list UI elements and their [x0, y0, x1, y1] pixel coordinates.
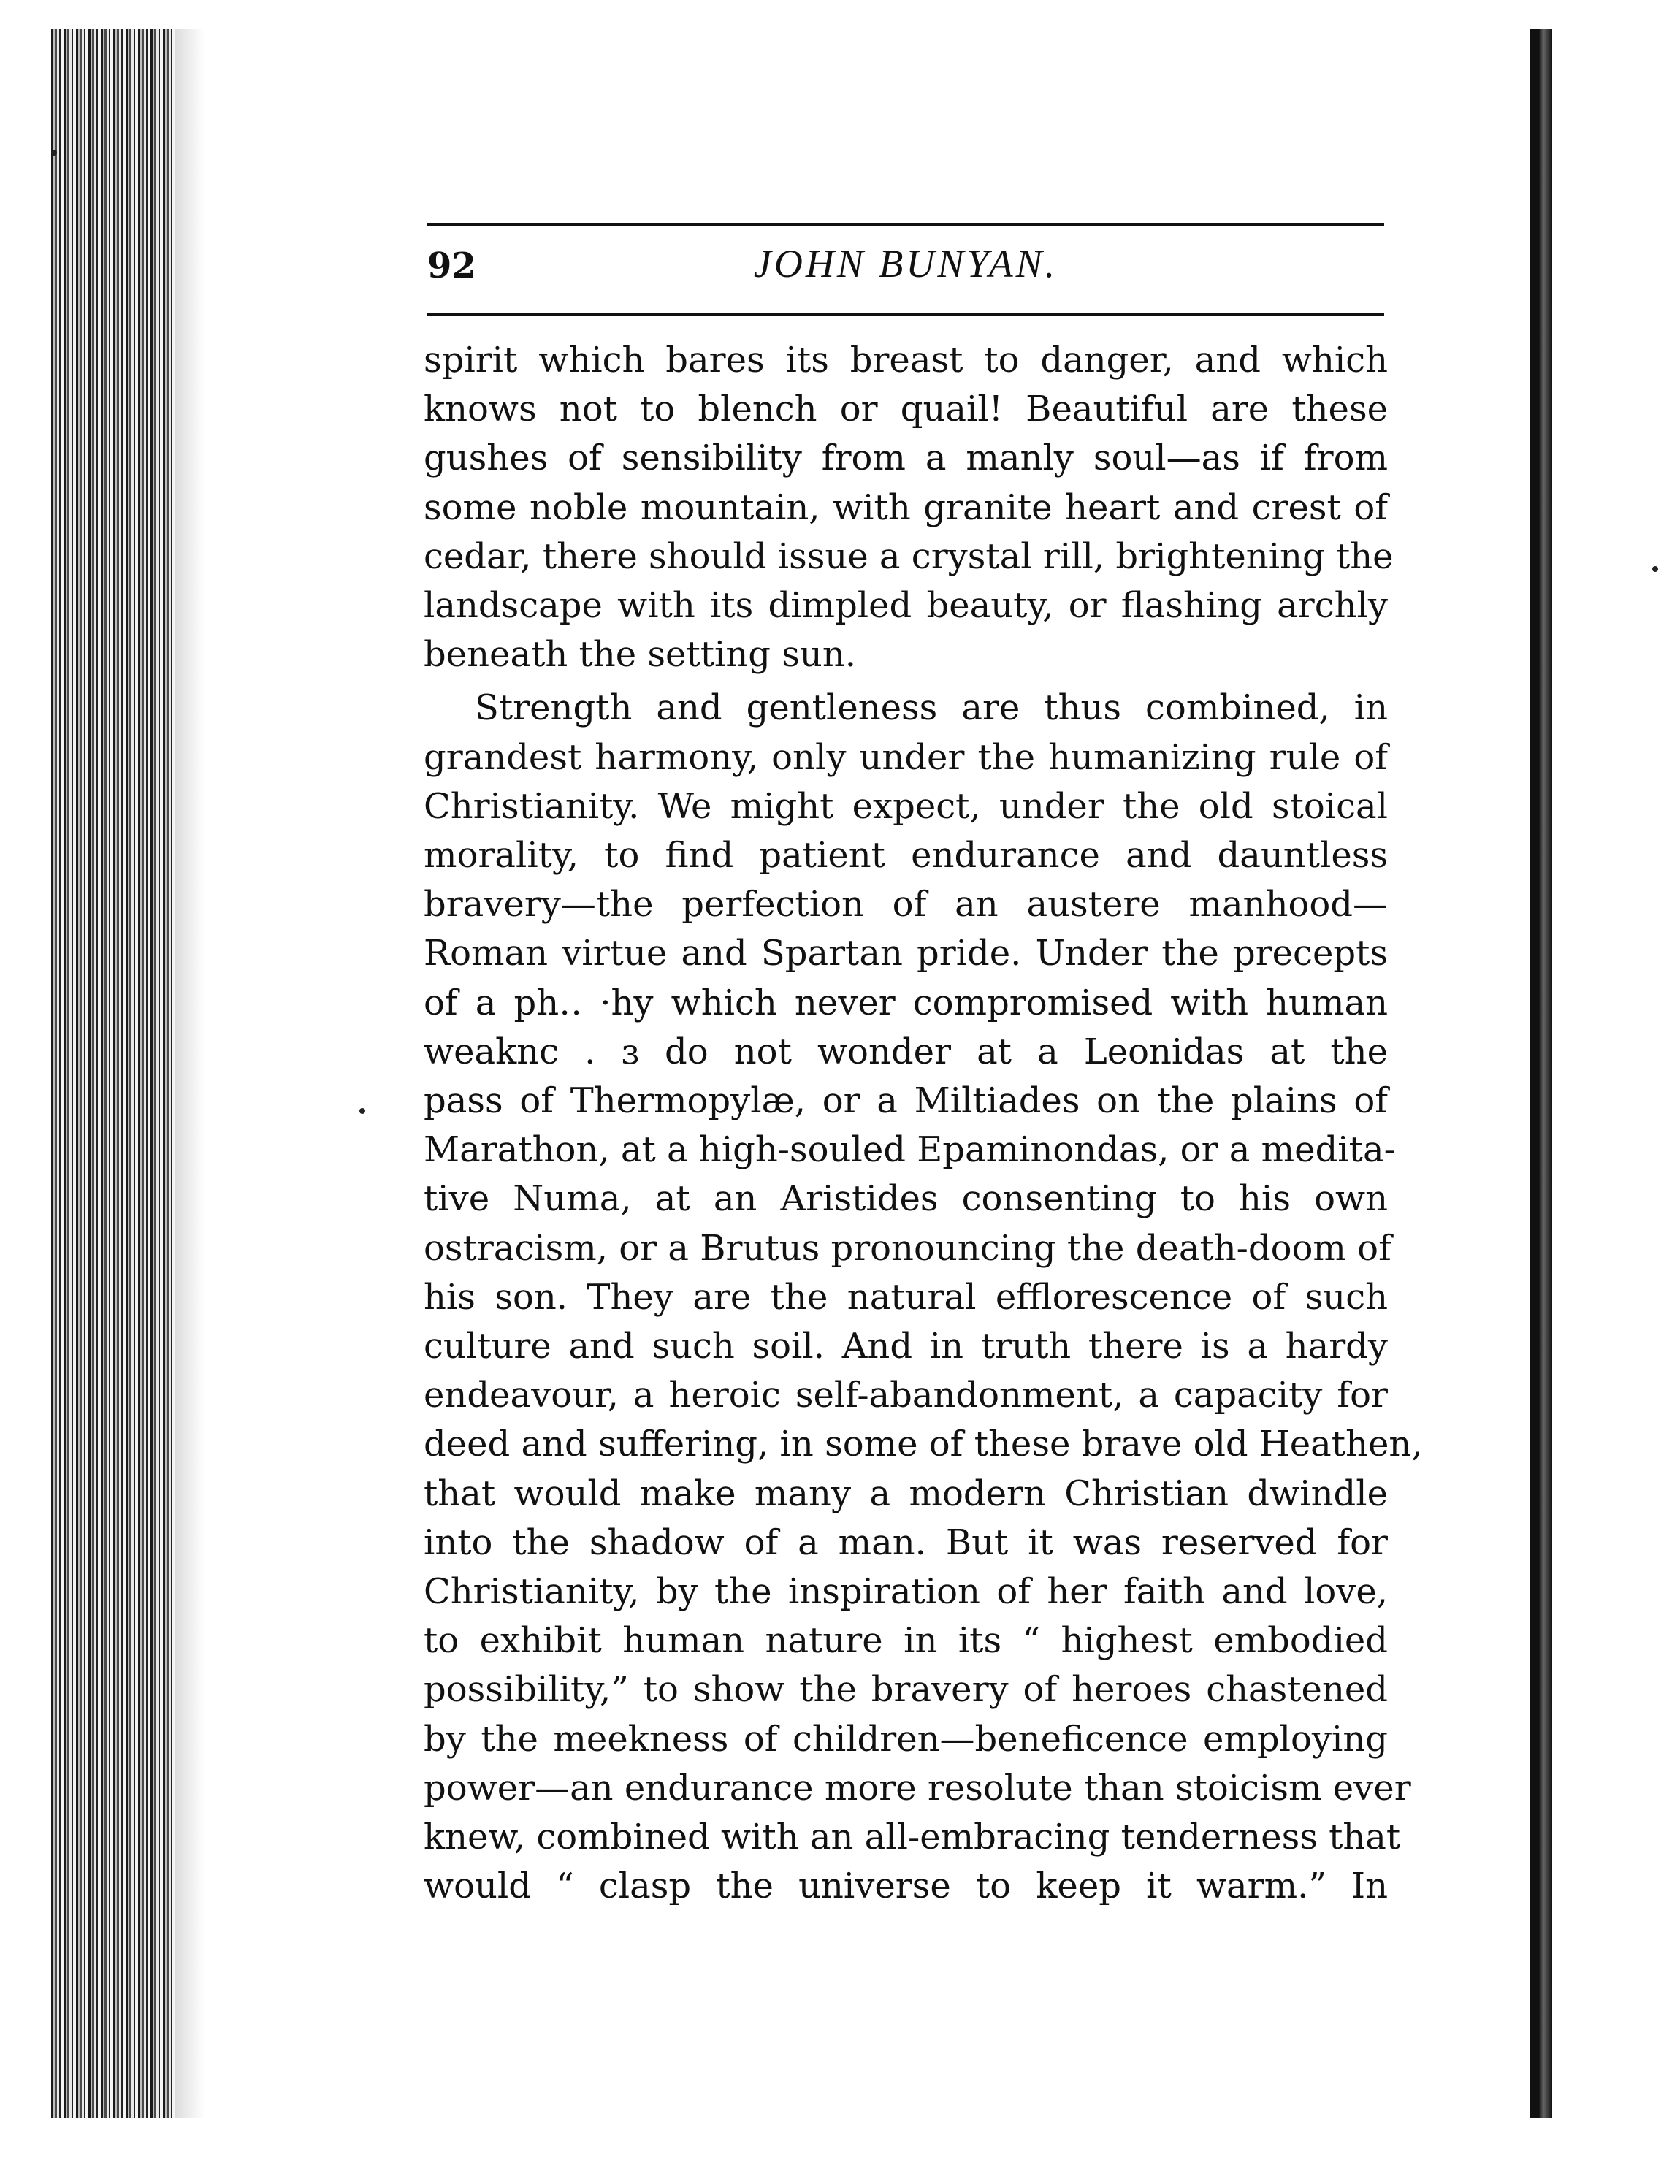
text-line: landscape with its dimpled beauty, or flashing archly: [424, 585, 1388, 627]
text-line: Christianity. We might expect, under the old stoical: [424, 785, 1388, 827]
text-line: gushes of sensibility from a manly soul—as if from: [424, 438, 1388, 479]
text-line: endeavour, a heroic self-abandonment, a capacity for: [424, 1375, 1388, 1416]
text-line: knew, combined with an all-embracing tenderness that: [424, 1817, 1401, 1858]
text-line: knows not to blench or quail! Beautiful are these: [424, 389, 1388, 430]
text-line: power—an endurance more resolute than stoicism ever: [424, 1767, 1411, 1809]
text-line: morality, to find patient endurance and dauntless: [424, 835, 1388, 877]
book-spine-edge: [1530, 29, 1552, 2118]
body-text: [424, 336, 1423, 1912]
text-line: possibility,” to show the bravery of heroes chastened: [424, 1669, 1388, 1711]
speck: [359, 1108, 365, 1114]
text-line: deed and suffering, in some of these brave old Heathen,: [424, 1424, 1423, 1465]
book-page-edges: [51, 29, 205, 2118]
text-line: Roman virtue and Spartan pride. Under the precepts: [424, 933, 1388, 974]
paragraph-start-line: Strength and gentleness are thus combined, in: [475, 687, 1388, 729]
text-line: Marathon, at a high-souled Epaminondas, or a medita-: [424, 1129, 1396, 1171]
text-line: Christianity, by the inspiration of her faith and love,: [424, 1571, 1388, 1613]
header-bottom-rule: [427, 313, 1384, 316]
text-line: beneath the setting sun.: [424, 634, 856, 676]
book-title: JOHN BUNYAN.: [753, 242, 1058, 286]
header-top-rule: [427, 223, 1384, 226]
text-line: would “ clasp the universe to keep it warm.” In: [424, 1866, 1388, 1907]
text-line: cedar, there should issue a crystal rill, brightening the: [424, 535, 1394, 577]
text-line: ostracism, or a Brutus pronouncing the death-doom of: [424, 1227, 1391, 1269]
text-line: weaknc . ɜ do not wonder at a Leonidas at the: [424, 1031, 1388, 1072]
text-line: pass of Thermopylæ, or a Miltiades on the plains of: [424, 1080, 1388, 1122]
text-line: spirit which bares its breast to danger, and which: [424, 340, 1388, 381]
text-line: to exhibit human nature in its “ highest embodied: [424, 1620, 1388, 1662]
text-line: grandest harmony, only under the humanizing rule of: [424, 736, 1388, 778]
text-line: his son. They are the natural efflorescence of such: [424, 1276, 1388, 1318]
speck: [1652, 566, 1658, 572]
text-line: into the shadow of a man. But it was reserved for: [424, 1521, 1388, 1563]
text-line: some noble mountain, with granite heart and crest of: [424, 486, 1388, 528]
text-line: that would make many a modern Christian dwindle: [424, 1473, 1388, 1514]
speck: [51, 150, 57, 156]
text-line: bravery—the perfection of an austere manhood—: [424, 884, 1388, 925]
text-line: of a ph‥ ·hy which never compromised with human: [424, 982, 1388, 1023]
page-number: 92: [427, 245, 476, 286]
running-head: [427, 241, 1384, 299]
text-line: culture and such soil. And in truth there is a hardy: [424, 1326, 1388, 1367]
text-line: by the meekness of children—beneficence employing: [424, 1718, 1388, 1760]
text-line: tive Numa, at an Aristides consenting to his own: [424, 1178, 1388, 1220]
